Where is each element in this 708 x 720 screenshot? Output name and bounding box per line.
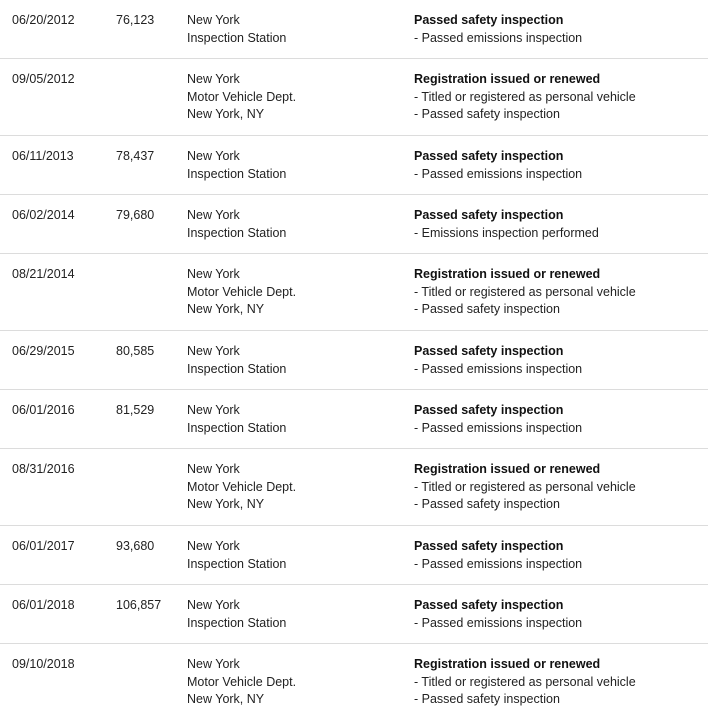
record-details <box>414 71 636 124</box>
source-line: New York <box>187 344 240 358</box>
source-line: New York, NY <box>187 497 265 512</box>
history-record <box>0 449 708 526</box>
detail-item: - Passed safety inspection <box>414 301 636 319</box>
source-line: New York <box>187 13 240 27</box>
detail-item: - Passed emissions inspection <box>414 361 582 379</box>
source-line: New York, NY <box>187 302 265 317</box>
record-date: 06/11/2013 <box>12 149 74 163</box>
record-mileage: 106,857 <box>116 598 162 612</box>
record-details <box>414 12 582 47</box>
history-record <box>0 331 708 390</box>
history-record <box>0 585 708 644</box>
record-date: 06/01/2018 <box>12 598 75 612</box>
record-title: Registration issued or renewed <box>414 657 601 671</box>
source-line: New York <box>187 149 240 163</box>
source-line: Inspection Station <box>187 556 287 571</box>
source-line: Inspection Station <box>187 225 287 240</box>
detail-item: - Titled or registered as personal vehicle <box>414 479 636 497</box>
source-line: Inspection Station <box>187 30 287 45</box>
record-source <box>187 71 296 124</box>
source-line: Motor Vehicle Dept. <box>187 89 297 104</box>
source-line: New York <box>187 462 240 476</box>
detail-item: - Passed emissions inspection <box>414 556 582 574</box>
history-record <box>0 0 708 59</box>
record-source <box>187 402 286 437</box>
record-mileage: 78,437 <box>116 149 155 163</box>
record-source <box>187 597 286 632</box>
source-line: New York <box>187 72 240 86</box>
detail-item: - Passed emissions inspection <box>414 30 582 48</box>
record-date: 06/20/2012 <box>12 13 75 27</box>
record-date: 08/31/2016 <box>12 462 75 476</box>
record-details <box>414 656 636 709</box>
source-line: Motor Vehicle Dept. <box>187 284 297 299</box>
source-line: New York, NY <box>187 107 265 122</box>
source-line: Inspection Station <box>187 166 287 181</box>
history-record <box>0 390 708 449</box>
record-date: 06/01/2017 <box>12 539 75 553</box>
record-title: Passed safety inspection <box>414 149 564 163</box>
record-source <box>187 266 296 319</box>
record-title: Passed safety inspection <box>414 13 564 27</box>
record-title: Passed safety inspection <box>414 598 564 612</box>
record-title: Passed safety inspection <box>414 539 564 553</box>
record-details <box>414 597 582 632</box>
record-mileage: 80,585 <box>116 344 155 358</box>
record-title: Passed safety inspection <box>414 403 564 417</box>
detail-item: - Passed emissions inspection <box>414 166 582 184</box>
history-record <box>0 644 708 720</box>
record-mileage: 79,680 <box>116 208 155 222</box>
detail-item: - Emissions inspection performed <box>414 225 599 243</box>
source-line: New York <box>187 267 240 281</box>
detail-item: - Titled or registered as personal vehicle <box>414 89 636 107</box>
record-mileage: 93,680 <box>116 539 155 553</box>
history-record <box>0 59 708 136</box>
record-source <box>187 461 296 514</box>
record-title: Registration issued or renewed <box>414 267 601 281</box>
record-mileage: 81,529 <box>116 403 155 417</box>
record-date: 06/02/2014 <box>12 208 75 222</box>
record-title: Registration issued or renewed <box>414 72 601 86</box>
record-date: 09/05/2012 <box>12 72 75 86</box>
source-line: New York <box>187 598 240 612</box>
record-source <box>187 538 286 573</box>
record-date: 08/21/2014 <box>12 267 75 281</box>
source-line: Motor Vehicle Dept. <box>187 674 297 689</box>
record-date: 06/01/2016 <box>12 403 75 417</box>
detail-item: - Titled or registered as personal vehicle <box>414 674 636 692</box>
record-details <box>414 343 582 378</box>
record-details <box>414 148 582 183</box>
source-line: Motor Vehicle Dept. <box>187 479 297 494</box>
source-line: New York, NY <box>187 692 265 707</box>
source-line: Inspection Station <box>187 361 287 376</box>
record-details <box>414 207 599 242</box>
detail-item: - Passed safety inspection <box>414 691 636 709</box>
source-line: New York <box>187 539 240 553</box>
source-line: Inspection Station <box>187 615 287 630</box>
detail-item: - Passed emissions inspection <box>414 615 582 633</box>
history-record <box>0 526 708 585</box>
source-line: New York <box>187 403 240 417</box>
record-mileage: 76,123 <box>116 13 155 27</box>
source-line: New York <box>187 657 240 671</box>
record-details <box>414 461 636 514</box>
history-record <box>0 254 708 331</box>
record-source <box>187 207 286 242</box>
record-details <box>414 402 582 437</box>
record-details <box>414 266 636 319</box>
history-record <box>0 136 708 195</box>
record-source <box>187 12 286 47</box>
detail-item: - Passed emissions inspection <box>414 420 582 438</box>
record-title: Registration issued or renewed <box>414 462 601 476</box>
record-title: Passed safety inspection <box>414 208 564 222</box>
record-date: 06/29/2015 <box>12 344 75 358</box>
record-source <box>187 656 296 709</box>
detail-item: - Passed safety inspection <box>414 496 636 514</box>
record-date: 09/10/2018 <box>12 657 75 671</box>
detail-item: - Passed safety inspection <box>414 106 636 124</box>
record-source <box>187 148 286 183</box>
source-line: Inspection Station <box>187 420 287 435</box>
detail-item: - Titled or registered as personal vehicle <box>414 284 636 302</box>
record-source <box>187 343 286 378</box>
source-line: New York <box>187 208 240 222</box>
record-title: Passed safety inspection <box>414 344 564 358</box>
record-details <box>414 538 582 573</box>
history-record <box>0 195 708 254</box>
